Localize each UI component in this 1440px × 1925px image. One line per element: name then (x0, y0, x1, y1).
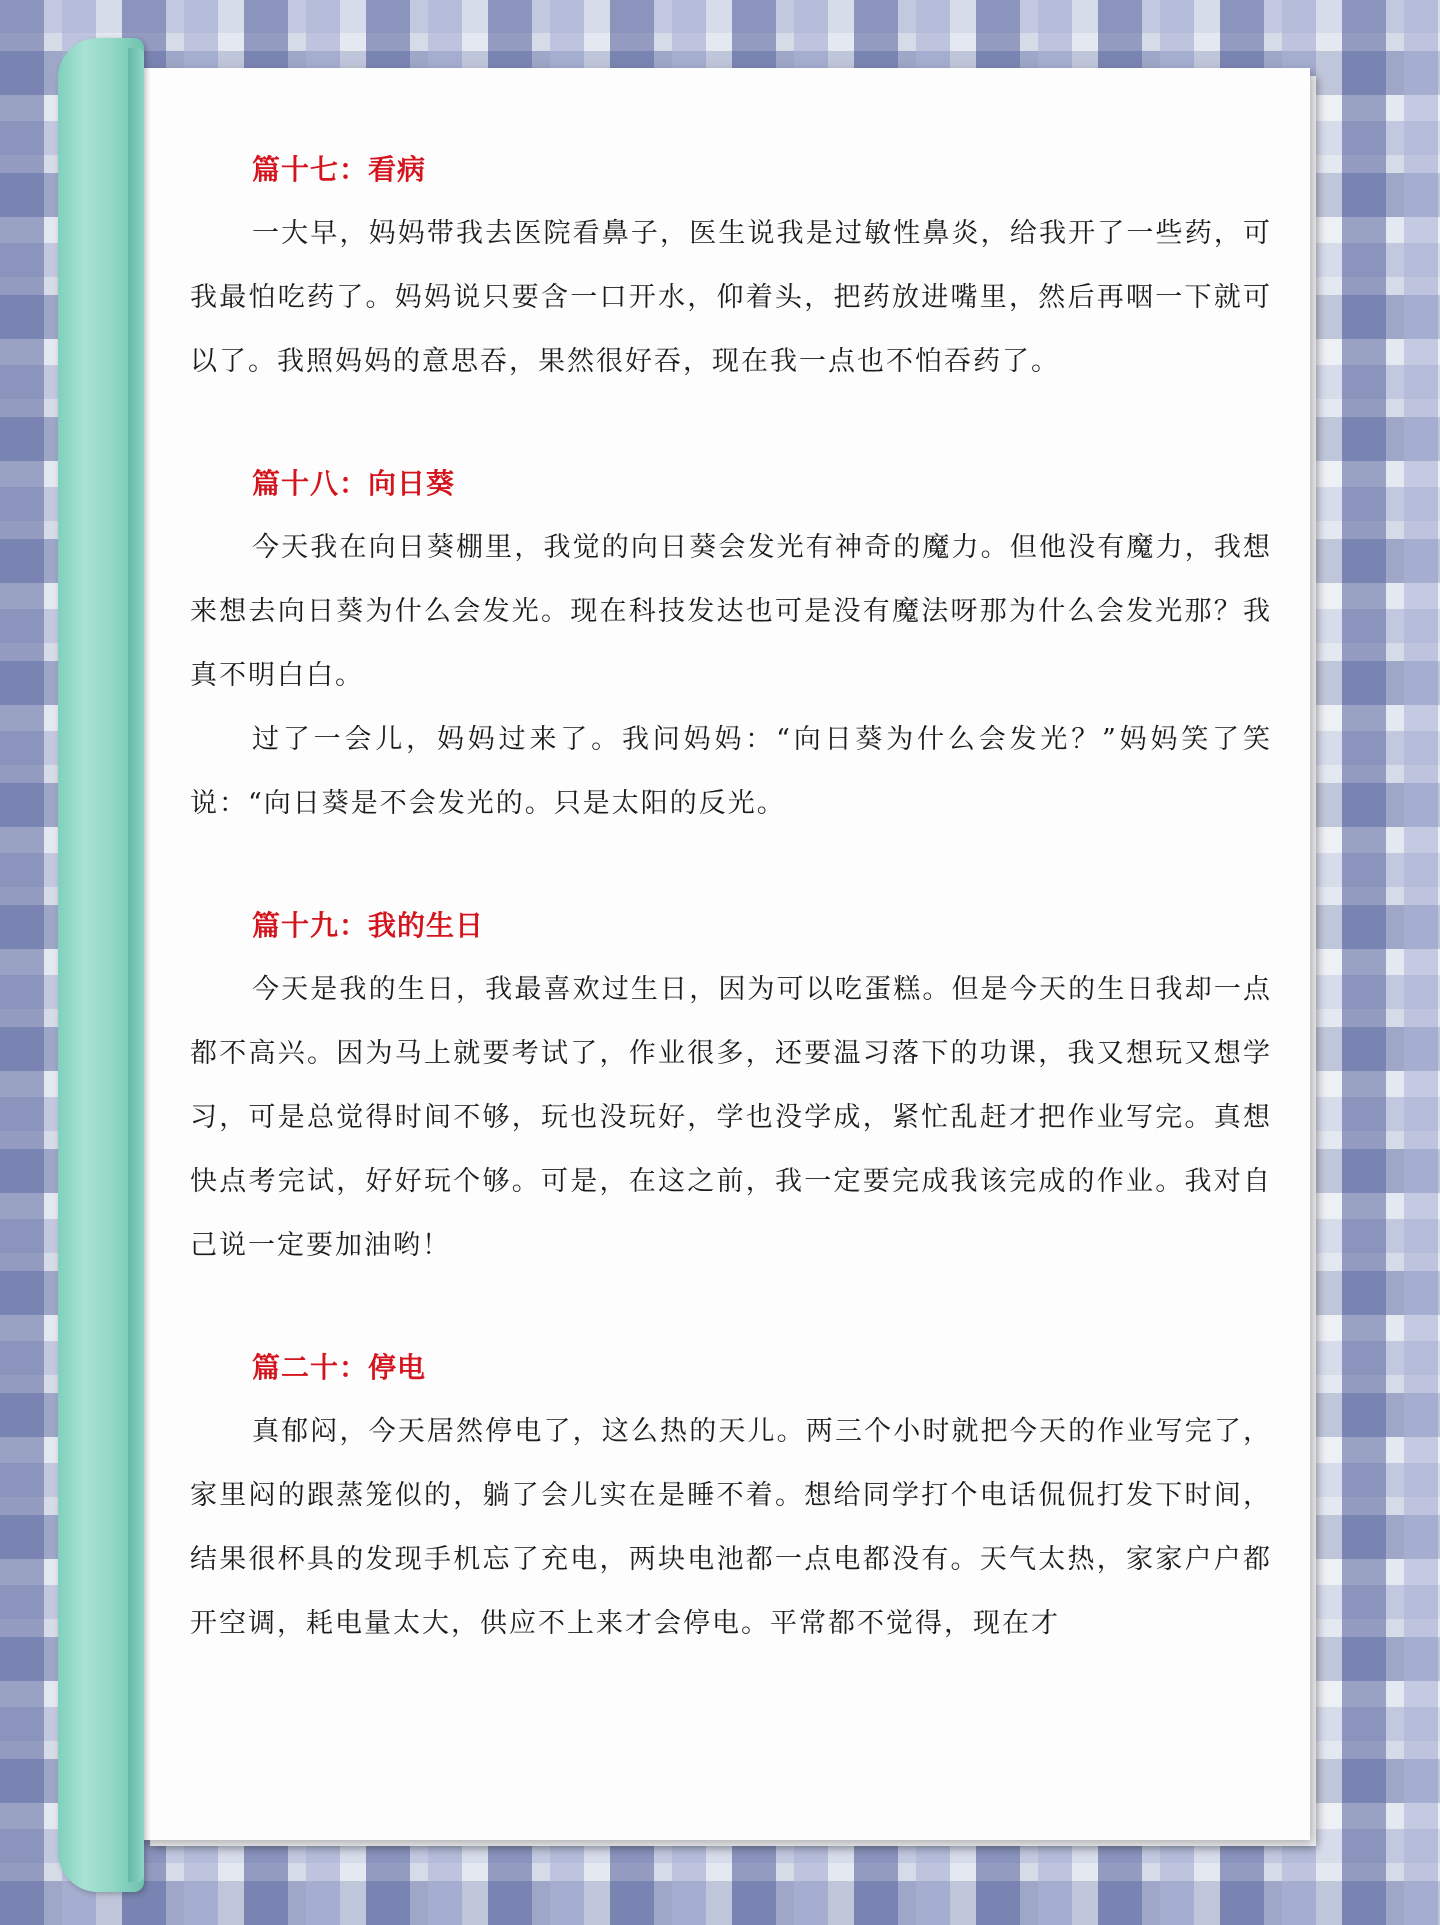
paragraph: 一大早，妈妈带我去医院看鼻子，医生说我是过敏性鼻炎，给我开了一些药，可我最怕吃药了。妈妈说只要含一口开水，仰着头，把药放进嘴里，然后再咽一下就可以了。我照妈妈的意思吞，果然很好吞，现在我一点也不怕吞药了。 (190, 218, 1272, 377)
binder-edge (128, 48, 144, 1882)
section-title: 篇十九：我的生日 (252, 909, 485, 942)
section-18 (190, 464, 1272, 836)
section-title: 篇十八：向日葵 (252, 467, 456, 500)
paragraph: 过了一会儿，妈妈过来了。我问妈妈：“向日葵为什么会发光？”妈妈笑了笑说：“向日葵是不会发光的。只是太阳的反光。 (190, 724, 1272, 819)
document-content (190, 150, 1272, 1726)
section-19 (190, 906, 1272, 1278)
paragraph: 今天我在向日葵棚里，我觉的向日葵会发光有神奇的魔力。但他没有魔力，我想来想去向日葵为什么会发光。现在科技发达也可是没有魔法呀那为什么会发光那？我真不明白白。 (190, 532, 1272, 691)
section-title: 篇十七：看病 (252, 153, 427, 186)
section-20 (190, 1348, 1272, 1656)
section-17 (190, 150, 1272, 394)
section-title: 篇二十：停电 (252, 1351, 427, 1384)
paragraph: 真郁闷，今天居然停电了，这么热的天儿。两三个小时就把今天的作业写完了，家里闷的跟蒸笼似的，躺了会儿实在是睡不着。想给同学打个电话侃侃打发下时间，结果很杯具的发现手机忘了充电，两块电池都一点电都没有。天气太热，家家户户都开空调，耗电量太大，供应不上来才会停电。平常都不觉得，现在才 (190, 1416, 1272, 1639)
paragraph: 今天是我的生日，我最喜欢过生日，因为可以吃蛋糕。但是今天的生日我却一点都不高兴。因为马上就要考试了，作业很多，还要温习落下的功课，我又想玩又想学习，可是总觉得时间不够，玩也没玩好，学也没学成，紧忙乱赶才把作业写完。真想快点考完试，好好玩个够。可是，在这之前，我一定要完成我该完成的作业。我对自己说一定要加油哟！ (190, 974, 1272, 1261)
